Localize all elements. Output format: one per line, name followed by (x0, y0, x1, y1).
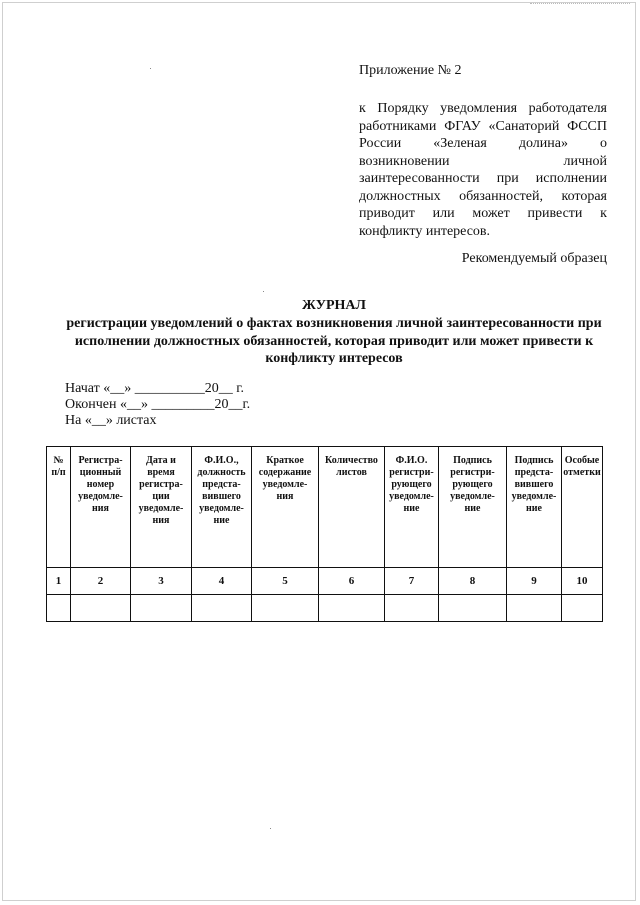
column-number: 7 (385, 568, 439, 595)
scan-speck (270, 828, 271, 829)
register-table (46, 446, 603, 622)
empty-cell (131, 595, 192, 622)
appendix-text: к Порядку уведомления работодателя работниками ФГАУ «Санаторий ФССП России «Зеленая долина» о возникновении личной заинтересованности при исполнении должностных обязанностей, которая приводит или может привести к конфликту интересов. (359, 101, 607, 239)
column-number: 6 (319, 568, 385, 595)
empty-cell (562, 595, 603, 622)
column-number: 9 (507, 568, 562, 595)
empty-cell (319, 595, 385, 622)
journal-meta (65, 381, 250, 429)
ended-line: Окончен «__» _________20__г. (65, 397, 251, 412)
column-header: Ф.И.О., должность предста- вившего уведомле- ние (192, 447, 252, 568)
empty-entry-row (47, 595, 603, 622)
column-number: 4 (192, 568, 252, 595)
column-number: 10 (562, 568, 603, 595)
empty-cell (47, 595, 71, 622)
column-header: № п/п (47, 447, 71, 568)
journal-title: ЖУРНАЛ (302, 298, 366, 313)
column-header: Особые отметки (562, 447, 603, 568)
empty-cell (192, 595, 252, 622)
column-header: Ф.И.О. регистри- рующего уведомле- ние (385, 447, 439, 568)
column-header: Дата и время регистра- ции уведомле- ния (131, 447, 192, 568)
column-header: Подпись регистри- рующего уведомле- ние (439, 447, 507, 568)
column-header: Количество листов (319, 447, 385, 568)
started-line: Начат «__» __________20__ г. (65, 381, 244, 396)
scan-speck (263, 291, 264, 292)
column-header: Подпись предста- вившего уведомле- ние (507, 447, 562, 568)
column-number: 3 (131, 568, 192, 595)
scan-artifact (530, 3, 630, 7)
appendix-title: Приложение № 2 (359, 63, 462, 78)
column-number: 2 (71, 568, 131, 595)
scan-speck (150, 68, 151, 69)
column-number: 1 (47, 568, 71, 595)
column-number: 5 (252, 568, 319, 595)
empty-cell (439, 595, 507, 622)
empty-cell (71, 595, 131, 622)
table-header-row (47, 447, 603, 568)
column-header: Краткое содержание уведомле- ния (252, 447, 319, 568)
column-header: Регистра- ционный номер уведомле- ния (71, 447, 131, 568)
column-number: 8 (439, 568, 507, 595)
empty-cell (385, 595, 439, 622)
empty-cell (507, 595, 562, 622)
sheets-line: На «__» листах (65, 413, 157, 428)
column-number-row (47, 568, 603, 595)
recommended-sample-label: Рекомендуемый образец (461, 251, 607, 266)
journal-subtitle: регистрации уведомлений о фактах возникновения личной заинтересованности при исполнении должностных обязанностей, которая приводит или может привести к конфликту интересов (66, 316, 602, 366)
empty-cell (252, 595, 319, 622)
